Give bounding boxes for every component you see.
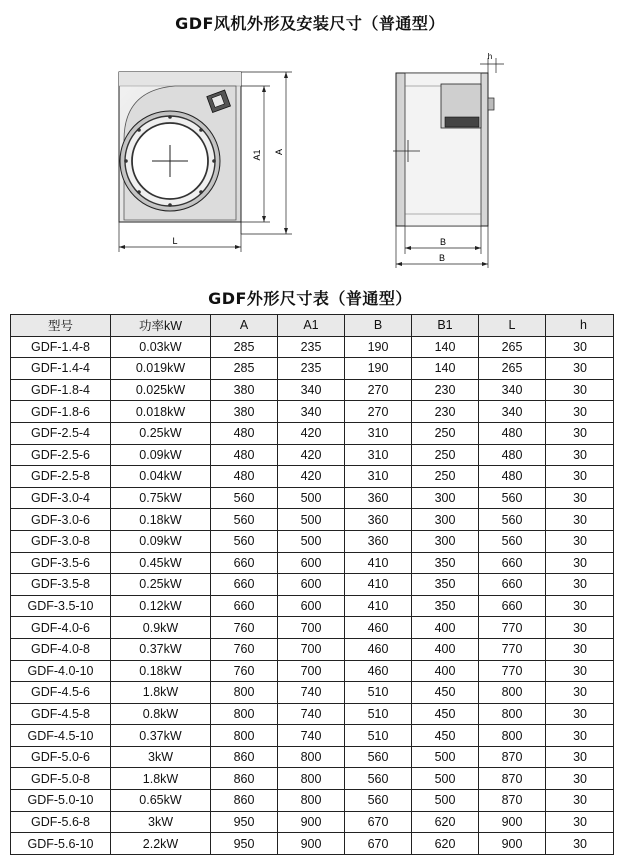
cell-power: 0.025kW [111,379,211,401]
dim-label-A: A [274,148,284,156]
cell-A: 800 [211,682,278,704]
cell-B: 310 [345,444,412,466]
cell-B: 560 [345,790,412,812]
cell-L: 770 [479,660,546,682]
cell-model: GDF-4.5-6 [11,682,111,704]
cell-power: 0.9kW [111,617,211,639]
cell-B: 310 [345,466,412,488]
header-L: L [479,315,546,337]
cell-model: GDF-3.0-6 [11,509,111,531]
cell-h: 30 [546,509,614,531]
cell-L: 800 [479,725,546,747]
cell-L: 870 [479,746,546,768]
cell-model: GDF-2.5-4 [11,422,111,444]
cell-power: 0.09kW [111,530,211,552]
cell-h: 30 [546,574,614,596]
cell-B1: 230 [412,379,479,401]
cell-model: GDF-5.6-8 [11,811,111,833]
cell-B: 670 [345,811,412,833]
cell-L: 660 [479,574,546,596]
cell-model: GDF-1.4-8 [11,336,111,358]
table-row [11,703,614,725]
cell-A1: 500 [278,487,345,509]
cell-B1: 500 [412,746,479,768]
cell-L: 480 [479,422,546,444]
cell-B: 190 [345,336,412,358]
table-row [11,336,614,358]
cell-A: 380 [211,379,278,401]
cell-B1: 450 [412,682,479,704]
dim-label-A1: A1 [252,149,262,161]
cell-B1: 300 [412,509,479,531]
cell-A1: 420 [278,444,345,466]
cell-B: 510 [345,682,412,704]
cell-h: 30 [546,422,614,444]
cell-A: 950 [211,833,278,855]
dim-label-h: h [487,52,493,61]
cell-power: 0.03kW [111,336,211,358]
cell-B1: 250 [412,422,479,444]
table-row [11,725,614,747]
header-B1: B1 [412,315,479,337]
cell-L: 265 [479,358,546,380]
table-row [11,401,614,423]
cell-A1: 800 [278,790,345,812]
cell-L: 870 [479,790,546,812]
cell-h: 30 [546,660,614,682]
table-row [11,444,614,466]
cell-B: 270 [345,379,412,401]
cell-A1: 740 [278,682,345,704]
table-row [11,509,614,531]
cell-B1: 300 [412,530,479,552]
dim-label-L: L [172,236,178,246]
cell-A: 560 [211,487,278,509]
table-row [11,552,614,574]
cell-B: 460 [345,638,412,660]
cell-B1: 620 [412,811,479,833]
cell-B1: 500 [412,790,479,812]
cell-B1: 350 [412,595,479,617]
cell-h: 30 [546,401,614,423]
header-power: 功率kW [111,315,211,337]
cell-A: 660 [211,552,278,574]
dimension-table [10,314,614,855]
cell-h: 30 [546,336,614,358]
cell-A: 860 [211,790,278,812]
cell-A: 480 [211,422,278,444]
cell-L: 660 [479,552,546,574]
cell-model: GDF-4.5-10 [11,725,111,747]
cell-L: 770 [479,617,546,639]
cell-B1: 620 [412,833,479,855]
table-header-row [11,315,614,337]
cell-A1: 235 [278,358,345,380]
cell-h: 30 [546,552,614,574]
cell-A1: 235 [278,336,345,358]
cell-A1: 700 [278,660,345,682]
cell-B: 560 [345,746,412,768]
table-row [11,379,614,401]
cell-L: 340 [479,379,546,401]
cell-power: 0.65kW [111,790,211,812]
cell-B1: 450 [412,703,479,725]
cell-A1: 420 [278,422,345,444]
cell-power: 0.37kW [111,638,211,660]
header-B: B [345,315,412,337]
cell-B: 560 [345,768,412,790]
cell-h: 30 [546,833,614,855]
cell-model: GDF-5.6-10 [11,833,111,855]
cell-A1: 900 [278,811,345,833]
cell-A: 860 [211,746,278,768]
cell-model: GDF-3.5-10 [11,595,111,617]
cell-model: GDF-4.0-10 [11,660,111,682]
cell-B: 670 [345,833,412,855]
cell-B1: 300 [412,487,479,509]
cell-power: 0.04kW [111,466,211,488]
cell-L: 900 [479,833,546,855]
header-A1: A1 [278,315,345,337]
table-row [11,811,614,833]
table-row [11,638,614,660]
cell-A1: 420 [278,466,345,488]
cell-B: 360 [345,509,412,531]
cell-A1: 800 [278,768,345,790]
cell-A: 760 [211,617,278,639]
cell-A: 560 [211,509,278,531]
table-row [11,574,614,596]
cell-h: 30 [546,768,614,790]
cell-B1: 230 [412,401,479,423]
table-row [11,358,614,380]
cell-h: 30 [546,811,614,833]
table-row [11,746,614,768]
cell-power: 2.2kW [111,833,211,855]
cell-A: 760 [211,660,278,682]
cell-model: GDF-2.5-8 [11,466,111,488]
cell-A1: 700 [278,638,345,660]
dim-label-B-inner: B [439,237,447,247]
cell-model: GDF-3.0-8 [11,530,111,552]
cell-B: 360 [345,530,412,552]
table-row [11,487,614,509]
cell-h: 30 [546,790,614,812]
cell-B: 360 [345,487,412,509]
cell-h: 30 [546,617,614,639]
cell-A: 560 [211,530,278,552]
cell-B: 510 [345,703,412,725]
cell-L: 660 [479,595,546,617]
cell-A: 480 [211,444,278,466]
cell-A: 660 [211,595,278,617]
cell-L: 900 [479,811,546,833]
cell-B: 410 [345,574,412,596]
cell-power: 0.45kW [111,552,211,574]
cell-B1: 250 [412,466,479,488]
cell-A1: 700 [278,617,345,639]
cell-A: 800 [211,703,278,725]
header-A: A [211,315,278,337]
cell-model: GDF-5.0-6 [11,746,111,768]
cell-model: GDF-1.8-6 [11,401,111,423]
cell-h: 30 [546,725,614,747]
cell-A1: 340 [278,379,345,401]
cell-h: 30 [546,746,614,768]
cell-L: 770 [479,638,546,660]
cell-A: 800 [211,725,278,747]
cell-A: 660 [211,574,278,596]
cell-A: 380 [211,401,278,423]
cell-B1: 400 [412,660,479,682]
cell-A1: 800 [278,746,345,768]
cell-B1: 250 [412,444,479,466]
cell-A1: 740 [278,725,345,747]
cell-B: 460 [345,617,412,639]
cell-B1: 140 [412,358,479,380]
cell-model: GDF-4.0-6 [11,617,111,639]
table-title: GDF外形尺寸表（普通型） [208,289,412,308]
cell-power: 3kW [111,811,211,833]
table-body [11,336,614,854]
cell-L: 480 [479,444,546,466]
cell-power: 0.37kW [111,725,211,747]
cell-model: GDF-3.5-8 [11,574,111,596]
cell-L: 340 [479,401,546,423]
cell-power: 0.09kW [111,444,211,466]
cell-L: 480 [479,466,546,488]
table-row [11,768,614,790]
cell-A1: 600 [278,552,345,574]
cell-power: 1.8kW [111,682,211,704]
front-view [119,72,292,252]
side-view [393,52,504,268]
cell-h: 30 [546,379,614,401]
cell-power: 0.25kW [111,574,211,596]
cell-h: 30 [546,703,614,725]
cell-power: 1.8kW [111,768,211,790]
cell-model: GDF-2.5-6 [11,444,111,466]
table-row [11,595,614,617]
cell-model: GDF-1.8-4 [11,379,111,401]
cell-h: 30 [546,358,614,380]
dim-label-B-outer: B [438,253,446,263]
cell-B1: 350 [412,574,479,596]
header-h: h [546,315,614,337]
cell-h: 30 [546,444,614,466]
table-row [11,466,614,488]
cell-power: 0.018kW [111,401,211,423]
cell-L: 560 [479,487,546,509]
fan-outline-drawing [0,0,620,290]
cell-B1: 140 [412,336,479,358]
cell-model: GDF-4.5-8 [11,703,111,725]
cell-power: 0.12kW [111,595,211,617]
cell-h: 30 [546,595,614,617]
cell-model: GDF-3.5-6 [11,552,111,574]
cell-A1: 500 [278,509,345,531]
cell-B1: 450 [412,725,479,747]
cell-power: 3kW [111,746,211,768]
drawing-title: GDF风机外形及安装尺寸（普通型） [175,14,445,33]
cell-L: 800 [479,703,546,725]
cell-A1: 500 [278,530,345,552]
cell-model: GDF-5.0-8 [11,768,111,790]
cell-B: 410 [345,552,412,574]
cell-B: 270 [345,401,412,423]
cell-B1: 400 [412,638,479,660]
cell-h: 30 [546,682,614,704]
cell-A1: 340 [278,401,345,423]
cell-model: GDF-4.0-8 [11,638,111,660]
cell-A: 480 [211,466,278,488]
cell-B1: 400 [412,617,479,639]
cell-power: 0.25kW [111,422,211,444]
cell-A1: 900 [278,833,345,855]
cell-A: 860 [211,768,278,790]
cell-B1: 500 [412,768,479,790]
cell-h: 30 [546,487,614,509]
cell-A: 285 [211,358,278,380]
cell-B: 510 [345,725,412,747]
cell-L: 560 [479,530,546,552]
cell-h: 30 [546,530,614,552]
cell-B: 460 [345,660,412,682]
cell-h: 30 [546,466,614,488]
cell-L: 870 [479,768,546,790]
cell-B: 310 [345,422,412,444]
cell-model: GDF-5.0-10 [11,790,111,812]
cell-A: 760 [211,638,278,660]
cell-L: 265 [479,336,546,358]
cell-A: 950 [211,811,278,833]
cell-power: 0.8kW [111,703,211,725]
table-row [11,682,614,704]
header-model: 型号 [11,315,111,337]
cell-L: 800 [479,682,546,704]
cell-A: 285 [211,336,278,358]
cell-A1: 600 [278,595,345,617]
cell-L: 560 [479,509,546,531]
table-row [11,530,614,552]
table-row [11,617,614,639]
cell-h: 30 [546,638,614,660]
cell-power: 0.019kW [111,358,211,380]
cell-power: 0.75kW [111,487,211,509]
cell-A1: 600 [278,574,345,596]
table-row [11,660,614,682]
cell-B1: 350 [412,552,479,574]
table-row [11,422,614,444]
cell-B: 410 [345,595,412,617]
cell-model: GDF-3.0-4 [11,487,111,509]
table-row [11,833,614,855]
cell-power: 0.18kW [111,660,211,682]
cell-B: 190 [345,358,412,380]
cell-A1: 740 [278,703,345,725]
cell-model: GDF-1.4-4 [11,358,111,380]
table-row [11,790,614,812]
cell-power: 0.18kW [111,509,211,531]
